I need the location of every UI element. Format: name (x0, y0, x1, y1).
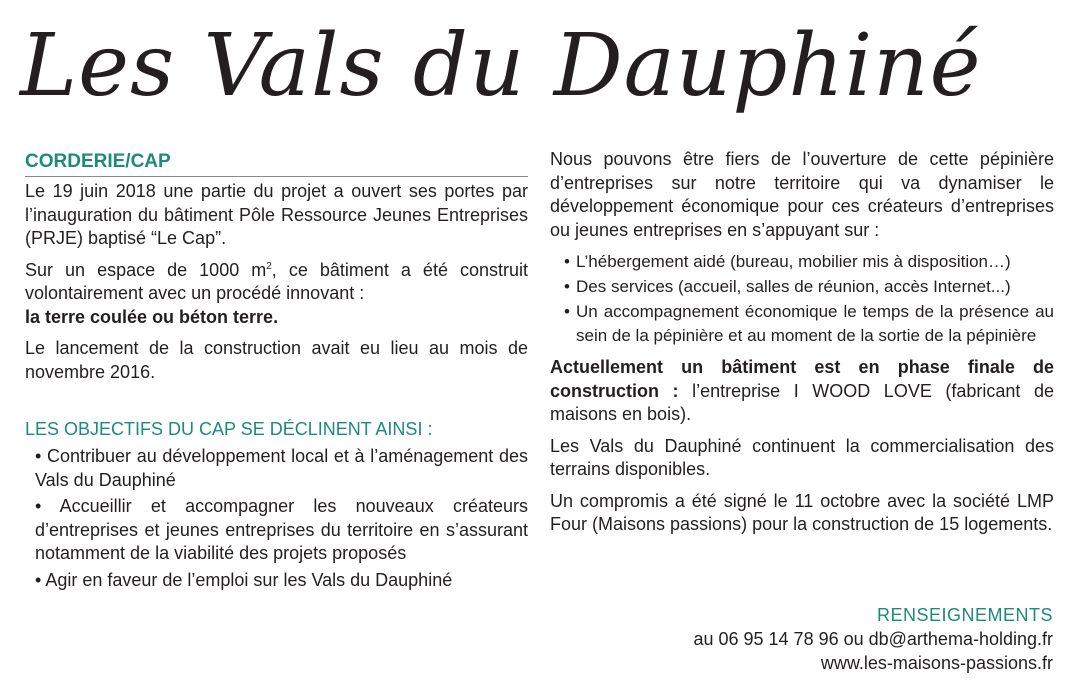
objectives-list (25, 445, 528, 592)
bullet-icon: • (564, 252, 570, 271)
list-item: • Un accompagnement économique le temps de la présence au sein de la pépinière et au moment de la sortie de la pépinière (564, 302, 1054, 345)
bullet-icon: • (564, 277, 570, 296)
building-text-start: Sur un espace de 1000 m (25, 259, 267, 280)
building-method: la terre coulée ou béton terre. (25, 306, 279, 327)
intro-paragraph: Le 19 juin 2018 une partie du projet a ouvert ses portes par l’inauguration du bâtiment Pôle Ressource Jeunes Entreprises (PRJE) baptisé “Le Cap”. (25, 181, 528, 248)
phase-bold: Actuellement un bâtiment est en phase finale de construction : (550, 357, 1054, 401)
list-item: • Accueillir et accompagner les nouveaux créateurs d’entreprises et jeunes entreprises du territoire en s’assurant notamment de la viabilité des projets proposés (35, 496, 528, 563)
phase-text: l’entreprise I WOOD LOVE (fabricant de maisons en bois). (550, 380, 1054, 424)
list-item: • Contribuer au développement local et à l’aménagement des Vals du Dauphiné (35, 446, 528, 490)
bullet-icon: • (35, 569, 42, 590)
right-column (550, 148, 1054, 537)
commercial-paragraph: Les Vals du Dauphiné continuent la commercialisation des terrains disponibles. (550, 435, 1054, 479)
contact-label: RENSEIGNEMENTS (876, 605, 1053, 625)
contact-block (693, 603, 1053, 675)
building-paragraph (25, 259, 528, 306)
section-heading: CORDERIE/CAP (25, 150, 528, 177)
services-list (550, 250, 1054, 348)
page-title: Les Vals du Dauphiné (20, 16, 982, 116)
contact-website: www.les-maisons-passions.fr (820, 653, 1053, 673)
list-item: • Agir en faveur de l’emploi sur les Vals du Dauphiné (35, 569, 453, 590)
compromis-paragraph: Un compromis a été signé le 11 octobre avec la société LMP Four (Maisons passions) pour la construction de 15 logements. (550, 490, 1054, 534)
list-item: • Des services (accueil, salles de réunion, accès Internet...) (550, 275, 1054, 299)
pepiniere-paragraph: Nous pouvons être fiers de l’ouverture de cette pépinière d’entreprises sur notre territoire qui va dynamiser le développement économique pour ces créateurs d’entreprises ou jeunes entreprises en s’appuyant sur : (550, 149, 1054, 240)
bullet-icon: • (564, 302, 570, 321)
list-item: • L’hébergement aidé (bureau, mobilier mis à disposition…) (550, 250, 1054, 274)
phase-paragraph (550, 356, 1054, 427)
bullet-icon: • (35, 446, 42, 466)
left-column (25, 150, 528, 595)
superscript: 2 (266, 260, 272, 272)
objectives-heading: LES OBJECTIFS DU CAP SE DÉCLINENT AINSI : (25, 419, 433, 439)
building-text-end: , ce bâtiment a été construit volontairement avec un procédé innovant : (25, 259, 528, 303)
construction-paragraph: Le lancement de la construction avait eu lieu au mois de novembre 2016. (25, 338, 528, 382)
contact-phone-email: au 06 95 14 78 96 ou db@arthema-holding.fr (693, 629, 1053, 649)
bullet-icon: • (35, 496, 42, 516)
